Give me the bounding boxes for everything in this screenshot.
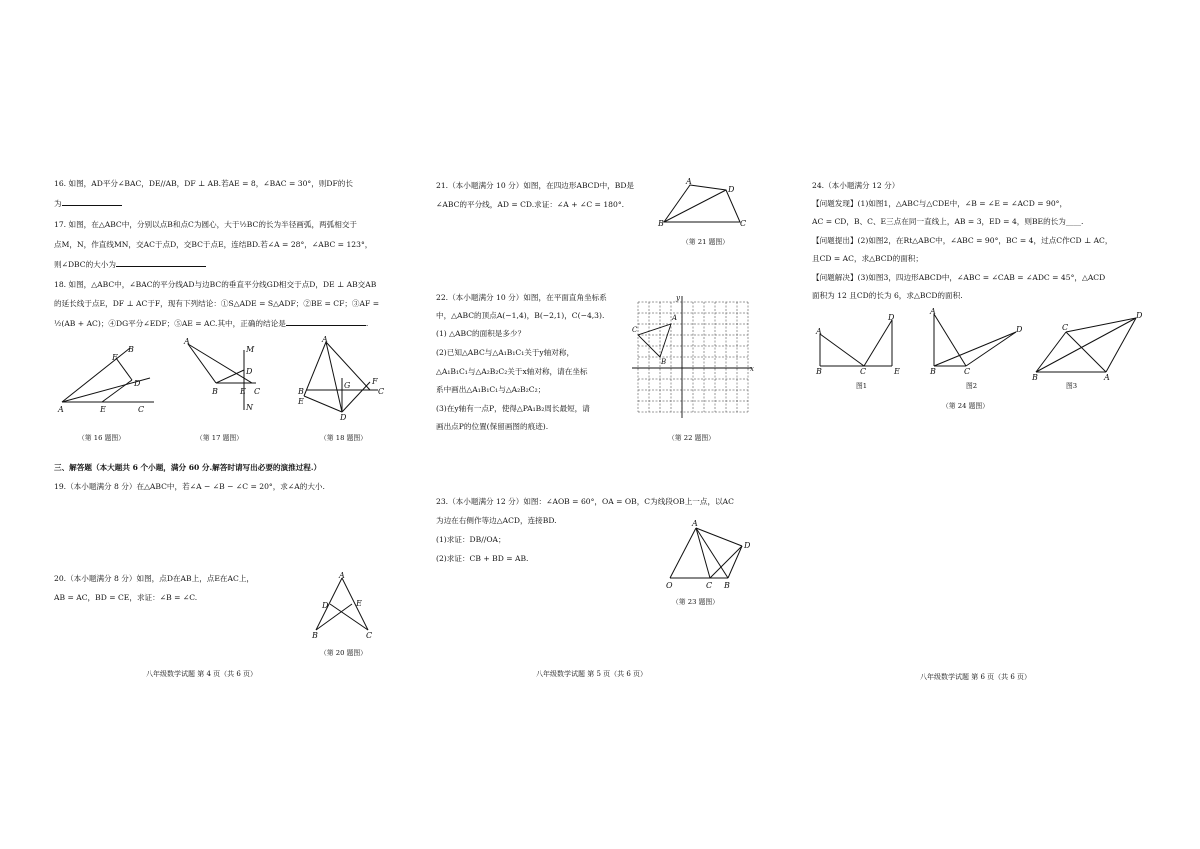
question-23-line1: 23.（本小题满分 12 分）如图：∠AOB = 60°，OA = OB，C为线段OB上一点，以AC [436,497,734,506]
svg-text:E: E [894,367,900,376]
question-24-part1-line2: AC = CD，B、C、E三点在同一直线上，AB = 3，ED = 4，则BE的长为____. [812,217,1084,226]
figure-21 [658,177,748,230]
svg-text:B: B [658,219,664,228]
svg-text:A: A [816,327,822,336]
svg-text:C: C [1062,323,1069,332]
svg-text:D: D [888,313,895,322]
question-22-part2-line1: (2)已知△ABC与△A₁B₁C₁关于y轴对称， [436,348,575,357]
question-16: 16. 如图，AD平分∠BAC，DE//AB，DF ⊥ AB.若AE = 8，∠BAC = 30°，则DF的长 [54,179,353,188]
question-16-blank: 为 [54,198,122,209]
svg-text:F: F [112,353,118,362]
caption-18: （第 18 题图） [320,434,367,442]
question-21-line1: 21.（本小题满分 10 分）如图，在四边形ABCD中，BD是 [436,181,635,190]
caption-24: （第 24 题图） [942,402,989,410]
question-20-line1: 20.（本小题满分 8 分）如图，点D在AB上，点E在AC上， [54,574,255,583]
svg-text:A: A [686,177,692,186]
caption-16: （第 16 题图） [78,434,125,442]
question-18-line2: 的延长线于点E，DF ⊥ AC于F，现有下列结论：①S△ADE = S△ADF；②BE = CF；③AF = [54,299,380,308]
svg-text:A: A [339,571,345,580]
svg-text:A: A [58,405,64,414]
figure-24-2-label: 图2 [966,382,978,390]
page-5 [436,0,766,849]
svg-text:y: y [676,294,680,302]
section-3-heading: 三、解答题（本大题共 6 个小题，满分 60 分.解答时请写出必要的演推过程.） [54,463,322,472]
svg-text:E: E [298,397,304,406]
page-4 [54,0,394,849]
svg-text:B: B [1032,373,1038,382]
svg-text:B: B [312,631,318,640]
svg-text:A: A [184,337,190,346]
svg-text:E: E [100,405,106,414]
figure-23 [664,519,754,590]
svg-text:A: A [692,519,698,528]
svg-text:E: E [356,599,362,608]
svg-text:B: B [661,358,667,366]
svg-text:x: x [750,365,754,373]
svg-text:D: D [246,367,253,376]
question-22-part3-line2: 画出点P的位置(保留画图的痕迹). [436,422,549,431]
svg-text:D: D [1016,325,1023,334]
question-18-line3: ½(AB + AC)；④DG平分∠EDF；⑤AE = AC.其中，正确的结论是 . [54,319,369,328]
figure-24-2 [928,307,1023,378]
caption-21: （第 21 题图） [682,238,729,246]
figure-18 [298,335,398,422]
svg-text:M: M [246,345,255,354]
svg-text:C: C [860,367,867,376]
question-22-part1: (1) △ABC的面积是多少？ [436,329,526,338]
svg-text:G: G [344,381,351,390]
figure-24-1-label: 图1 [856,382,868,390]
question-23-part2: (2)求证：CB + BD = AB. [436,554,529,563]
question-17-line2: 点M，N，作直线MN，交AC于点D，交BC于点E，连结BD.若∠A = 28°，∠ABC = 123°， [54,240,373,249]
svg-text:D: D [322,601,329,610]
svg-text:C: C [740,219,747,228]
svg-text:A: A [1104,373,1110,382]
page-5-footer: 八年级数学试题 第 5 页（共 6 页） [536,670,648,678]
svg-text:A: A [672,314,678,322]
svg-text:B: B [128,345,134,354]
figure-24-3 [1030,311,1150,382]
figure-24-1 [816,313,906,378]
question-20-line2: AB = AC，BD = CE，求证：∠B = ∠C. [54,593,198,602]
question-18-line1: 18. 如图，△ABC中，∠BAC的平分线AD与边BC的垂直平分线GD相交于点D，DE ⊥ AB交AB [54,280,377,289]
question-22-line1: 22.（本小题满分 10 分）如图，在平面直角坐标系 [436,293,607,302]
figure-17 [184,338,279,420]
question-17-line1: 17. 如图，在△ABC中，分别以点B和点C为圆心，大于½BC的长为半径画弧，两弧相交于 [54,220,358,229]
svg-text:A: A [930,307,936,316]
svg-text:B: B [724,581,730,590]
svg-text:D: D [340,413,347,422]
question-23-part1: (1)求证：DB//OA； [436,535,506,544]
page-6-footer: 八年级数学试题 第 6 页（共 6 页） [920,673,1032,681]
svg-text:C: C [706,581,713,590]
question-23-line2: 为边在右侧作等边△ACD，连接BD. [436,516,557,525]
question-22-part3-line1: (3)在y轴有一点P，使得△PA₁B₂周长最短，请 [436,404,590,413]
svg-text:C: C [366,631,373,640]
question-24-part1-line1: 【问题发现】(1)如图1，△ABC与△CDE中，∠B = ∠E = ∠ACD = 90°， [812,199,1068,208]
figure-22-coordinate-grid [632,296,754,426]
figure-16 [54,340,154,420]
svg-text:A: A [322,335,328,344]
caption-23: （第 23 题图） [672,598,719,606]
figure-20 [312,571,382,644]
svg-text:C: C [632,326,638,334]
question-24-part3-line1: 【问题解决】(3)如图3，四边形ABCD中，∠ABC = ∠CAB = ∠ADC = 45°，△ACD [812,273,1106,282]
page-6 [812,0,1152,849]
svg-text:C: C [138,405,145,414]
svg-text:D: D [728,185,735,194]
question-22-line2: 中，△ABC的顶点A(−1,4)，B(−2,1)，C(−4,3). [436,311,605,320]
page-4-footer: 八年级数学试题 第 4 页（共 6 页） [146,670,258,678]
question-22-part2-line2: △A₁B₁C₁与△A₂B₂C₂关于x轴对称，请在坐标 [436,367,588,376]
svg-text:B: B [212,387,218,396]
svg-text:N: N [246,403,253,412]
caption-17: （第 17 题图） [196,434,243,442]
question-24-part2-line1: 【问题提出】(2)如图2，在Rt△ABC中，∠ABC = 90°，BC = 4，过点C作CD ⊥ AC， [812,236,1113,245]
svg-text:E: E [240,387,246,396]
question-24-heading: 24.（本小题满分 12 分） [812,181,900,190]
svg-text:C: C [254,387,261,396]
question-17-line3: 则∠DBC的大小为 [54,259,206,270]
question-24-part3-line2: 面积为 12 且CD的长为 6，求△BCD的面积. [812,291,963,300]
question-24-part2-line2: 且CD = AC，求△BCD的面积； [812,254,923,263]
svg-text:B: B [298,387,304,396]
svg-text:D: D [1136,311,1143,320]
svg-text:F: F [372,377,378,386]
svg-text:B: B [930,367,936,376]
svg-text:O: O [666,581,673,590]
svg-text:D: D [744,541,751,550]
question-19: 19.（本小题满分 8 分）在△ABC中，若∠A − ∠B − ∠C = 20°，求∠A的大小. [54,482,325,491]
svg-text:C: C [964,367,971,376]
svg-text:C: C [378,387,385,396]
question-21-line2: ∠ABC的平分线，AD = CD.求证：∠A + ∠C = 180°. [436,200,625,209]
svg-text:B: B [816,367,822,376]
caption-22: （第 22 题图） [668,434,715,442]
figure-24-3-label: 图3 [1066,382,1078,390]
caption-20: （第 20 题图） [320,649,367,657]
svg-text:D: D [134,379,141,388]
question-22-part2-line3: 系中画出△A₁B₁C₁与△A₂B₂C₂； [436,385,546,394]
